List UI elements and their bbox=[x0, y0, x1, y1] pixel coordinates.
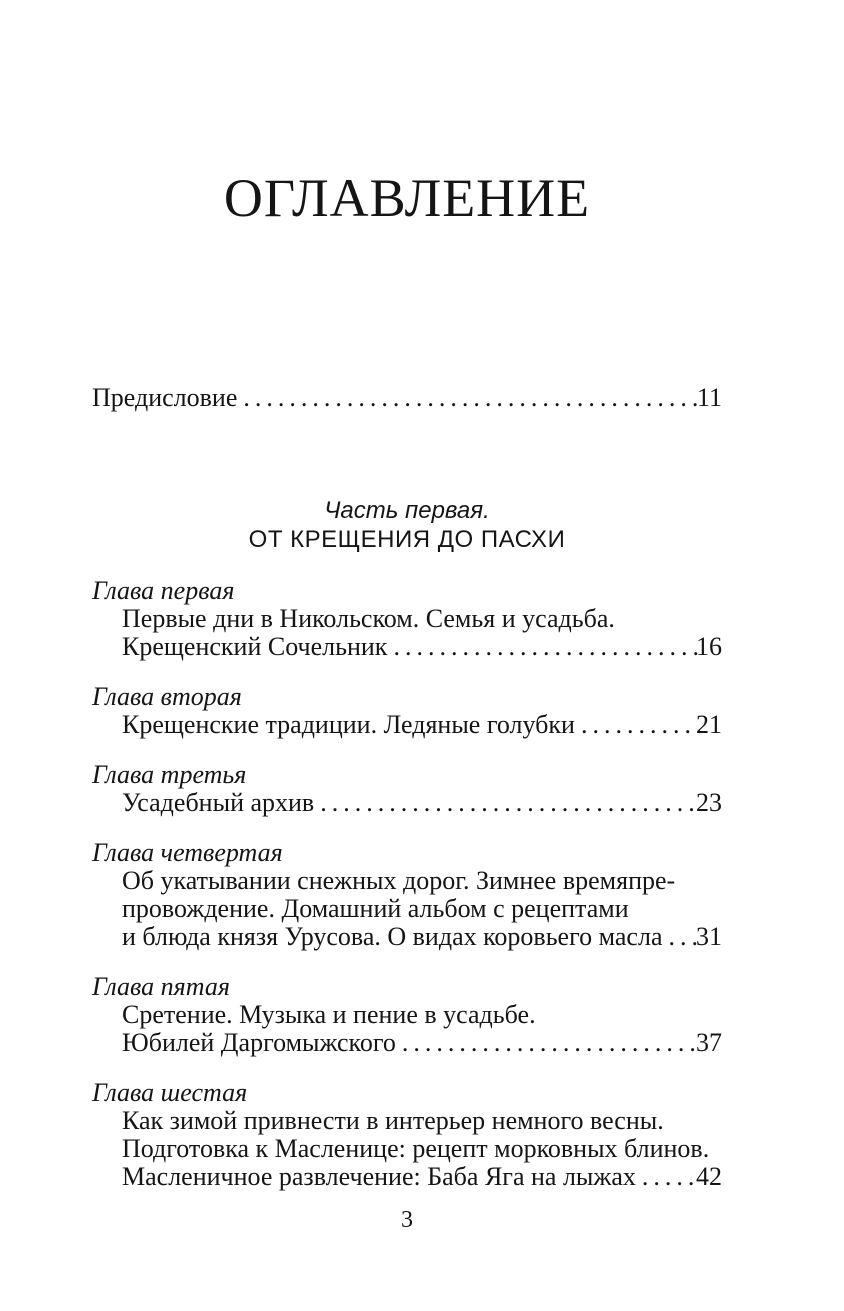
chapter-line-with-page bbox=[92, 1029, 722, 1057]
toc-entry bbox=[92, 683, 722, 739]
dot-leader bbox=[393, 633, 700, 661]
chapter-heading: Глава четвертая bbox=[92, 838, 283, 867]
chapter-heading: Глава третья bbox=[92, 760, 247, 789]
chapter-heading: Глава первая bbox=[92, 576, 235, 605]
part-heading bbox=[92, 497, 722, 555]
chapter-heading: Глава вторая bbox=[92, 682, 242, 711]
toc-content bbox=[92, 168, 722, 1233]
page-title: ОГЛАВЛЕНИЕ bbox=[223, 168, 591, 228]
chapter-line-with-page bbox=[92, 923, 722, 951]
dot-leader bbox=[581, 711, 700, 739]
chapter-line: Первые дни в Никольском. Семья и усадьба. bbox=[122, 604, 615, 633]
page-ref: 42 bbox=[696, 1162, 722, 1191]
chapter-line-with-page bbox=[92, 789, 722, 817]
page-ref: 31 bbox=[696, 922, 722, 951]
chapter-heading: Глава пятая bbox=[92, 972, 230, 1001]
page-ref: 11 bbox=[696, 383, 722, 412]
toc-entry bbox=[92, 577, 722, 661]
part-title: ОТ КРЕЩЕНИЯ ДО ПАСХИ bbox=[248, 526, 566, 553]
toc-entry-preface bbox=[92, 384, 722, 412]
dot-leader bbox=[402, 1029, 700, 1057]
chapter-line-text: и блюда князя Урусова. О видах коровьего масла bbox=[122, 922, 663, 951]
chapter-line-text: Юбилей Даргомыжского bbox=[122, 1028, 396, 1057]
chapter-line: Подготовка к Масленице: рецепт морковных блинов. bbox=[122, 1134, 710, 1163]
part-kicker: Часть первая. bbox=[324, 497, 490, 524]
chapter-line: провождение. Домашний альбом с рецептами bbox=[122, 894, 629, 923]
dot-leader bbox=[642, 1163, 700, 1191]
page-ref: 21 bbox=[696, 710, 722, 739]
toc-entry bbox=[92, 839, 722, 951]
preface-label: Предисловие bbox=[92, 383, 238, 412]
page-ref: 37 bbox=[696, 1028, 722, 1057]
chapter-line-with-page bbox=[92, 711, 722, 739]
dot-leader bbox=[320, 789, 700, 817]
chapter-line-text: Крещенские традиции. Ледяные голубки bbox=[122, 710, 575, 739]
dot-leader bbox=[243, 384, 701, 412]
chapter-line: Сретение. Музыка и пение в усадьбе. bbox=[122, 1000, 536, 1029]
chapter-line: Как зимой привнести в интерьер немного весны. bbox=[122, 1106, 664, 1135]
chapter-line-text: Масленичное развлечение: Баба Яга на лыжах bbox=[122, 1162, 636, 1191]
chapter-line-with-page bbox=[92, 633, 722, 661]
page-ref: 23 bbox=[696, 788, 722, 817]
toc-entry bbox=[92, 973, 722, 1057]
toc-entry bbox=[92, 1079, 722, 1191]
chapter-line-text: Усадебный архив bbox=[122, 788, 315, 817]
page-ref: 16 bbox=[696, 632, 722, 661]
chapter-line-text: Крещенский Сочельник bbox=[122, 632, 388, 661]
chapter-line-with-page bbox=[92, 1163, 722, 1191]
chapter-line: Об укатывании снежных дорог. Зимнее времяпре- bbox=[122, 866, 676, 895]
chapter-heading: Глава шестая bbox=[92, 1078, 248, 1107]
toc-entry bbox=[92, 761, 722, 817]
folio-page-number: 3 bbox=[401, 1207, 413, 1233]
